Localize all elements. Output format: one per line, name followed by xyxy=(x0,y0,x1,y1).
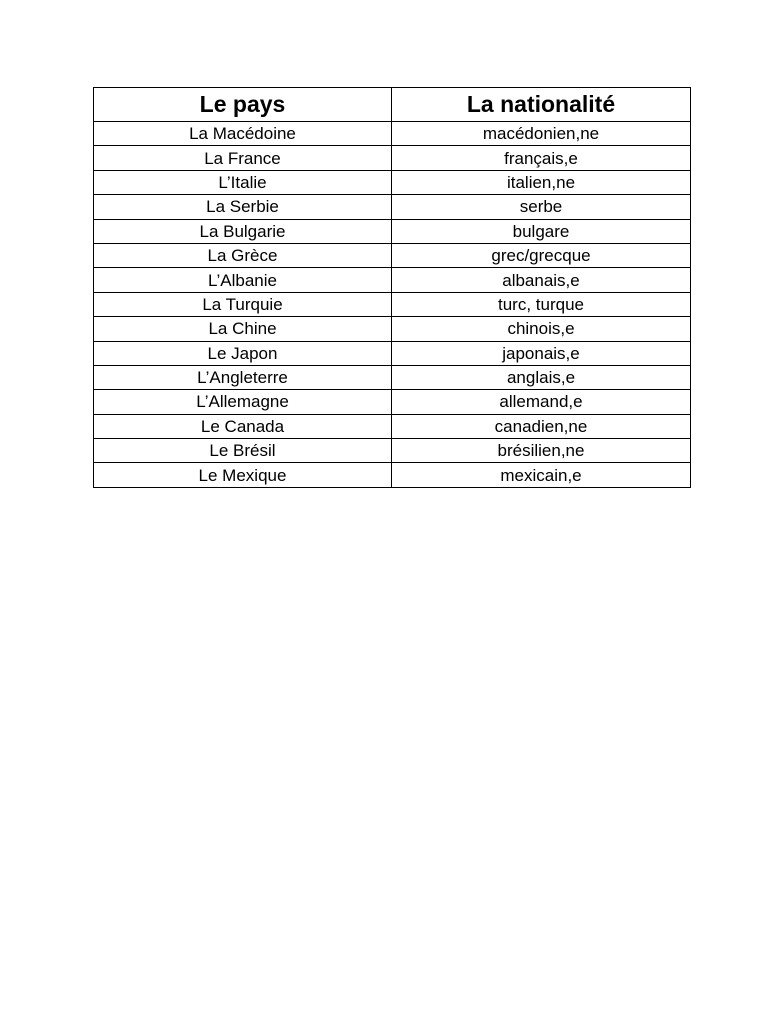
table-row xyxy=(94,243,691,267)
country-cell: L’Angleterre xyxy=(94,365,392,389)
country-cell: La Bulgarie xyxy=(94,219,392,243)
table-row xyxy=(94,170,691,194)
table-row xyxy=(94,195,691,219)
country-cell: La Chine xyxy=(94,317,392,341)
nationality-cell: bulgare xyxy=(392,219,691,243)
country-cell: La Macédoine xyxy=(94,122,392,146)
nationality-cell: canadien,ne xyxy=(392,414,691,438)
country-cell: L’Allemagne xyxy=(94,390,392,414)
nationality-cell: français,e xyxy=(392,146,691,170)
table-row xyxy=(94,146,691,170)
nationality-cell: anglais,e xyxy=(392,365,691,389)
table-row xyxy=(94,463,691,487)
country-cell: Le Canada xyxy=(94,414,392,438)
country-cell: La Turquie xyxy=(94,292,392,316)
country-cell: Le Mexique xyxy=(94,463,392,487)
nationality-cell: albanais,e xyxy=(392,268,691,292)
table-row xyxy=(94,268,691,292)
nationality-cell: mexicain,e xyxy=(392,463,691,487)
table-row xyxy=(94,439,691,463)
column-header-country: Le pays xyxy=(94,88,392,122)
table-row xyxy=(94,341,691,365)
nationality-cell: japonais,e xyxy=(392,341,691,365)
table-row xyxy=(94,317,691,341)
nationality-cell: turc, turque xyxy=(392,292,691,316)
table-row xyxy=(94,390,691,414)
nationality-cell: macédonien,ne xyxy=(392,122,691,146)
country-cell: L’Italie xyxy=(94,170,392,194)
nationality-cell: chinois,e xyxy=(392,317,691,341)
country-cell: La Grèce xyxy=(94,243,392,267)
column-header-nationality: La nationalité xyxy=(392,88,691,122)
table-row xyxy=(94,365,691,389)
nationality-cell: brésilien,ne xyxy=(392,439,691,463)
nationality-cell: grec/grecque xyxy=(392,243,691,267)
country-cell: La Serbie xyxy=(94,195,392,219)
country-cell: La France xyxy=(94,146,392,170)
country-nationality-table xyxy=(93,87,691,488)
nationality-cell: italien,ne xyxy=(392,170,691,194)
table-header-row xyxy=(94,88,691,122)
table-row xyxy=(94,219,691,243)
country-cell: L’Albanie xyxy=(94,268,392,292)
nationality-cell: allemand,e xyxy=(392,390,691,414)
nationality-cell: serbe xyxy=(392,195,691,219)
table-row xyxy=(94,292,691,316)
table-row xyxy=(94,122,691,146)
country-cell: Le Japon xyxy=(94,341,392,365)
table-row xyxy=(94,414,691,438)
table-body xyxy=(94,122,691,488)
country-cell: Le Brésil xyxy=(94,439,392,463)
